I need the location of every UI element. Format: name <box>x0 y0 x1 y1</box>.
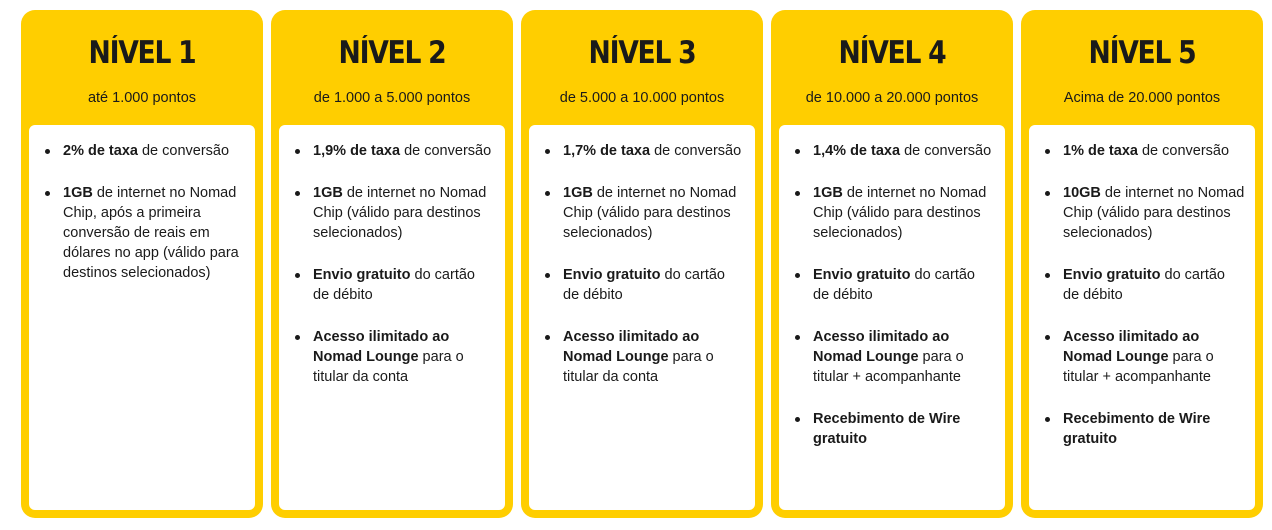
benefit-item <box>813 265 995 305</box>
level-points-range: de 1.000 a 5.000 pontos <box>313 90 471 106</box>
level-header <box>529 10 755 125</box>
benefit-highlight: 1% de taxa <box>1063 143 1138 159</box>
benefit-item <box>563 327 745 387</box>
benefits-list <box>813 141 995 449</box>
benefit-highlight: Recebimento de Wire gratuito <box>813 411 961 447</box>
benefit-text: de conversão <box>900 143 992 159</box>
benefit-item <box>63 183 245 283</box>
level-title: NÍVEL 4 <box>838 35 946 71</box>
level-header <box>1029 10 1255 125</box>
benefit-highlight: Envio gratuito <box>313 267 411 283</box>
benefit-highlight: Recebimento de Wire gratuito <box>1063 411 1211 447</box>
level-card-2 <box>271 10 513 518</box>
benefit-highlight: 1GB <box>313 185 343 201</box>
benefit-highlight: 1,4% de taxa <box>813 143 901 159</box>
level-title: NÍVEL 1 <box>88 35 196 71</box>
benefits-panel <box>779 125 1005 510</box>
level-title: NÍVEL 5 <box>1088 35 1196 71</box>
benefit-text: do cartão de débito <box>1063 267 1225 303</box>
benefit-highlight: Envio gratuito <box>1063 267 1161 283</box>
benefit-highlight: Envio gratuito <box>563 267 661 283</box>
benefit-highlight: 1,7% de taxa <box>563 143 651 159</box>
benefit-highlight: Envio gratuito <box>813 267 911 283</box>
benefit-text: de conversão <box>137 143 230 159</box>
level-header <box>779 10 1005 125</box>
level-card-3 <box>521 10 763 518</box>
benefit-highlight: 1GB <box>563 185 593 201</box>
level-points-range: de 5.000 a 10.000 pontos <box>559 90 725 106</box>
benefit-text: de internet no Nomad Chip (válido para destinos selecionados) <box>1063 185 1245 241</box>
benefit-item <box>563 265 745 305</box>
benefit-text: de conversão <box>400 143 492 159</box>
benefit-text: de internet no Nomad Chip, após a primeira conversão de reais em dólares no app (válido para destinos selecionados) <box>63 185 239 281</box>
benefits-panel <box>1029 125 1255 510</box>
benefit-item <box>1063 265 1245 305</box>
benefit-text: de conversão <box>650 143 742 159</box>
benefit-highlight: 1GB <box>63 185 93 201</box>
benefit-highlight: Acesso ilimitado ao Nomad Lounge <box>1063 329 1200 365</box>
benefit-highlight: 1GB <box>813 185 843 201</box>
benefits-list <box>63 141 245 283</box>
benefit-highlight: Acesso ilimitado ao Nomad Lounge <box>563 329 700 365</box>
benefit-item <box>63 141 245 161</box>
benefit-item <box>813 327 995 387</box>
benefit-text: do cartão de débito <box>563 267 725 303</box>
benefit-highlight: Acesso ilimitado ao Nomad Lounge <box>813 329 950 365</box>
benefit-text: do cartão de débito <box>313 267 475 303</box>
benefit-item <box>563 141 745 161</box>
benefit-highlight: 2% de taxa <box>63 143 138 159</box>
level-points-range: até 1.000 pontos <box>87 90 197 106</box>
benefits-list <box>313 141 495 387</box>
benefit-item <box>1063 409 1245 449</box>
level-title: NÍVEL 3 <box>588 35 696 71</box>
benefit-item <box>813 183 995 243</box>
benefits-list <box>563 141 745 387</box>
benefit-text: do cartão de débito <box>813 267 975 303</box>
benefit-item <box>313 183 495 243</box>
benefit-text: de conversão <box>1137 143 1230 159</box>
benefit-item <box>313 327 495 387</box>
benefit-item <box>813 141 995 161</box>
level-title: NÍVEL 2 <box>338 35 446 71</box>
benefit-text: para o titular da conta <box>313 349 464 385</box>
benefit-item <box>813 409 995 449</box>
benefit-item <box>563 183 745 243</box>
benefits-panel <box>29 125 255 510</box>
benefit-item <box>313 265 495 305</box>
benefit-text: para o titular + acompanhante <box>1063 349 1214 385</box>
benefit-highlight: Acesso ilimitado ao Nomad Lounge <box>313 329 450 365</box>
benefit-text: de internet no Nomad Chip (válido para destinos selecionados) <box>563 185 737 241</box>
level-card-1 <box>21 10 263 518</box>
benefit-text: de internet no Nomad Chip (válido para destinos selecionados) <box>813 185 987 241</box>
level-header <box>279 10 505 125</box>
benefits-list <box>1063 141 1245 449</box>
benefits-panel <box>279 125 505 510</box>
benefit-item <box>313 141 495 161</box>
benefit-text: de internet no Nomad Chip (válido para destinos selecionados) <box>313 185 487 241</box>
benefit-item <box>1063 141 1245 161</box>
level-card-5 <box>1021 10 1263 518</box>
level-points-range: Acima de 20.000 pontos <box>1063 90 1221 106</box>
level-card-4 <box>771 10 1013 518</box>
benefit-item <box>1063 327 1245 387</box>
levels-container <box>21 10 1263 518</box>
level-header <box>29 10 255 125</box>
benefit-text: para o titular da conta <box>563 349 714 385</box>
level-points-range: de 10.000 a 20.000 pontos <box>805 90 979 106</box>
benefits-panel <box>529 125 755 510</box>
benefit-highlight: 1,9% de taxa <box>313 143 401 159</box>
benefit-item <box>1063 183 1245 243</box>
benefit-text: para o titular + acompanhante <box>813 349 964 385</box>
benefit-highlight: 10GB <box>1063 185 1101 201</box>
